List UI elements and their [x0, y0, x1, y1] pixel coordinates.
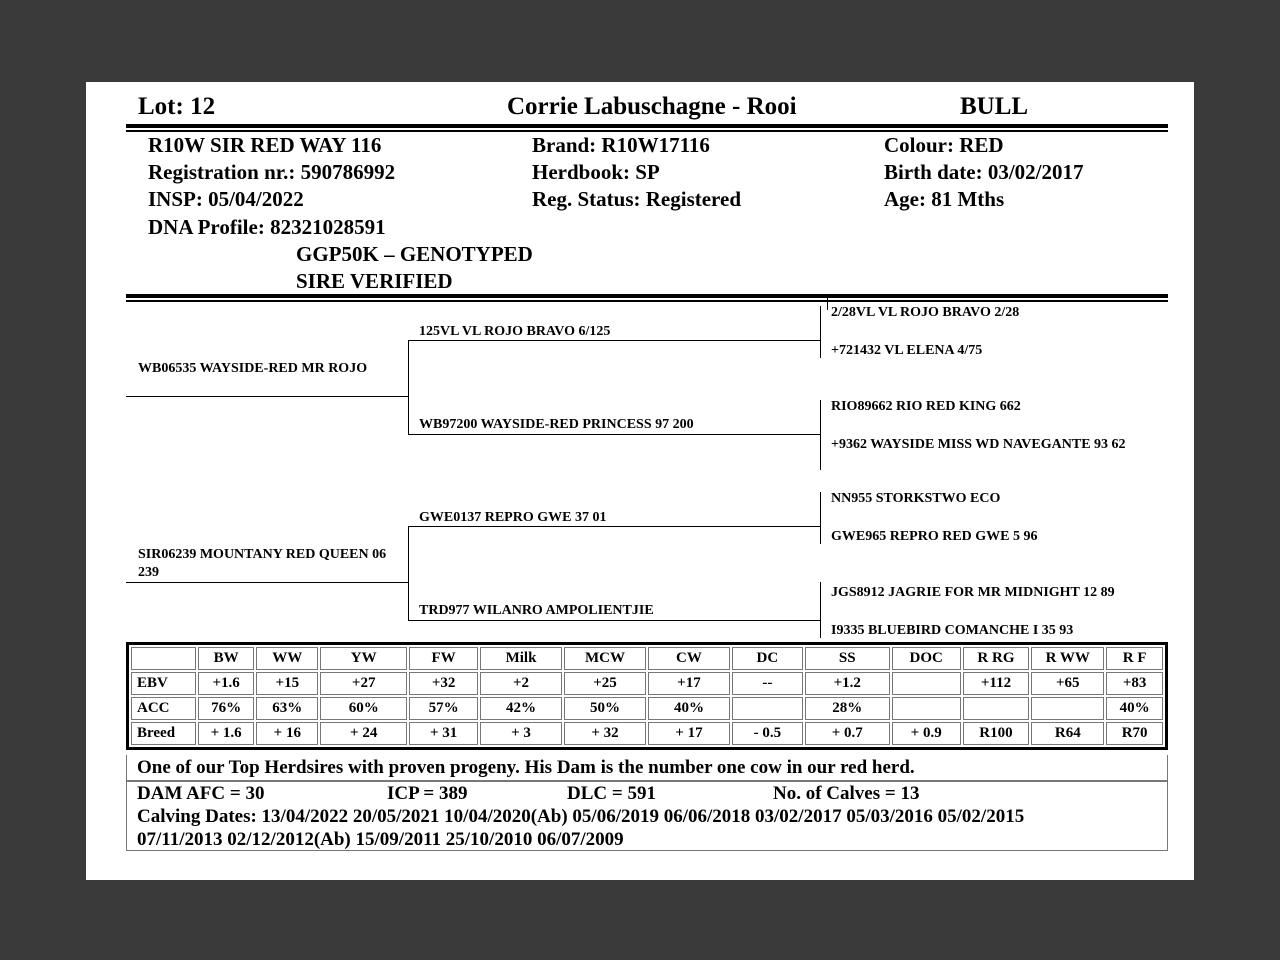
pedigree-ggp-8: I9335 BLUEBIRD COMANCHE I 35 93 — [831, 623, 1074, 638]
pedigree-dam-sire: GWE0137 REPRO GWE 37 01 — [419, 510, 607, 525]
table-cell: +27 — [320, 672, 407, 695]
header-cell: BW — [198, 647, 255, 670]
table-cell: + 1.6 — [198, 722, 255, 745]
pedigree-sire: WB06535 WAYSIDE-RED MR ROJO — [138, 361, 368, 376]
dna-profile: DNA Profile: 82321028591 — [148, 215, 386, 239]
sire-verified: SIRE VERIFIED — [296, 269, 453, 293]
inspection-date: INSP: 05/04/2022 — [148, 187, 304, 211]
table-cell: +1.6 — [198, 672, 255, 695]
table-cell — [963, 697, 1030, 720]
table-cell: +83 — [1106, 672, 1163, 695]
reg-status: Reg. Status: Registered — [532, 187, 741, 211]
brand: Brand: R10W17116 — [532, 133, 710, 157]
registration-number: Registration nr.: 590786992 — [148, 160, 396, 184]
lot-number: Lot: 12 — [138, 93, 216, 120]
table-cell — [892, 697, 961, 720]
ebv-row — [131, 672, 1163, 695]
table-cell: +112 — [963, 672, 1030, 695]
animal-name: R10W SIR RED WAY 116 — [148, 133, 382, 157]
table-cell — [1031, 697, 1104, 720]
info-rule — [126, 294, 1168, 298]
pedigree-sire-dam: WB97200 WAYSIDE-RED PRINCESS 97 200 — [419, 417, 694, 432]
header-cell: MCW — [564, 647, 646, 670]
table-cell: 50% — [564, 697, 646, 720]
table-cell: + 31 — [409, 722, 478, 745]
pedigree-dam: SIR06239 MOUNTANY RED QUEEN 06 239 — [138, 547, 387, 580]
ebv-table — [126, 642, 1168, 750]
header-rule — [126, 124, 1168, 128]
row-label: EBV — [131, 672, 196, 695]
header-cell: Milk — [480, 647, 562, 670]
header-cell: YW — [320, 647, 407, 670]
acc-row — [131, 697, 1163, 720]
table-cell: 40% — [1106, 697, 1163, 720]
dlc: DLC = 591 — [567, 783, 656, 804]
table-cell: +1.2 — [805, 672, 890, 695]
table-cell: 60% — [320, 697, 407, 720]
table-cell: + 24 — [320, 722, 407, 745]
age: Age: 81 Mths — [884, 187, 1005, 211]
dam-afc: DAM AFC = 30 — [137, 783, 265, 804]
pedigree-ggp-6: GWE965 REPRO RED GWE 5 96 — [831, 529, 1038, 544]
pedigree-dam-dam: TRD977 WILANRO AMPOLIENTJIE — [419, 603, 654, 618]
table-cell: + 16 — [256, 722, 318, 745]
table-cell: +25 — [564, 672, 646, 695]
table-cell: 28% — [805, 697, 890, 720]
info-rule-thin — [126, 300, 1168, 302]
header-cell: FW — [409, 647, 478, 670]
table-cell: + 17 — [648, 722, 730, 745]
table-cell: R70 — [1106, 722, 1163, 745]
header-cell: R RG — [963, 647, 1030, 670]
table-cell: +17 — [648, 672, 730, 695]
header-cell: WW — [256, 647, 318, 670]
table-cell: + 0.7 — [805, 722, 890, 745]
pedigree-ggp-2: +721432 VL ELENA 4/75 — [831, 343, 983, 358]
pedigree-ggp-4: +9362 WAYSIDE MISS WD NAVEGANTE 93 62 — [831, 437, 1126, 452]
comment-text: One of our Top Herdsires with proven progeny. His Dam is the number one cow in our red herd. — [137, 757, 915, 778]
breed-row — [131, 722, 1163, 745]
table-cell: +2 — [480, 672, 562, 695]
table-cell: + 3 — [480, 722, 562, 745]
table-cell: 57% — [409, 697, 478, 720]
animal-type: BULL — [960, 93, 1029, 120]
table-cell: + 0.9 — [892, 722, 961, 745]
header-cell: CW — [648, 647, 730, 670]
table-cell: 42% — [480, 697, 562, 720]
dam-calving-box — [126, 781, 1168, 851]
calving-dates-line2: 07/11/2013 02/12/2012(Ab) 15/09/2011 25/10/2010 06/07/2009 — [137, 829, 624, 850]
table-cell — [732, 697, 803, 720]
table-cell: 40% — [648, 697, 730, 720]
table-cell: +15 — [256, 672, 318, 695]
pedigree-ggp-5: NN955 STORKSTWO ECO — [831, 491, 1001, 506]
table-cell: 63% — [256, 697, 318, 720]
pedigree-ggp-1: 2/28VL VL ROJO BRAVO 2/28 — [831, 305, 1020, 320]
header-cell: SS — [805, 647, 890, 670]
calving-dates-line1: Calving Dates: 13/04/2022 20/05/2021 10/04/2020(Ab) 05/06/2019 06/06/2018 03/02/2017 05/03/2016 05/02/2015 — [137, 806, 1025, 827]
header-cell: R WW — [1031, 647, 1104, 670]
pedigree-ggp-7: JGS8912 JAGRIE FOR MR MIDNIGHT 12 89 — [831, 585, 1115, 600]
number-of-calves: No. of Calves = 13 — [773, 783, 920, 804]
table-cell: -- — [732, 672, 803, 695]
comment-note — [126, 755, 1168, 781]
icp: ICP = 389 — [387, 783, 468, 804]
header-cell: DC — [732, 647, 803, 670]
header-cell — [131, 647, 196, 670]
table-cell: +32 — [409, 672, 478, 695]
sale-catalogue-page — [86, 82, 1194, 880]
genotyped-status: GGP50K – GENOTYPED — [296, 242, 533, 266]
table-cell — [892, 672, 961, 695]
header-cell: R F — [1106, 647, 1163, 670]
ebv-header-row — [131, 647, 1163, 670]
header-cell: DOC — [892, 647, 961, 670]
table-cell: +65 — [1031, 672, 1104, 695]
row-label: ACC — [131, 697, 196, 720]
table-cell: 76% — [198, 697, 255, 720]
row-label: Breed — [131, 722, 196, 745]
table-cell: - 0.5 — [732, 722, 803, 745]
herdbook: Herdbook: SP — [532, 160, 660, 184]
table-cell: R100 — [963, 722, 1030, 745]
pedigree-sire-sire: 125VL VL ROJO BRAVO 6/125 — [419, 324, 611, 339]
table-cell: + 32 — [564, 722, 646, 745]
colour: Colour: RED — [884, 133, 1004, 157]
owner-name: Corrie Labuschagne - Rooi — [507, 93, 797, 120]
table-cell: R64 — [1031, 722, 1104, 745]
pedigree-ggp-3: RIO89662 RIO RED KING 662 — [831, 399, 1021, 414]
birth-date: Birth date: 03/02/2017 — [884, 160, 1084, 184]
